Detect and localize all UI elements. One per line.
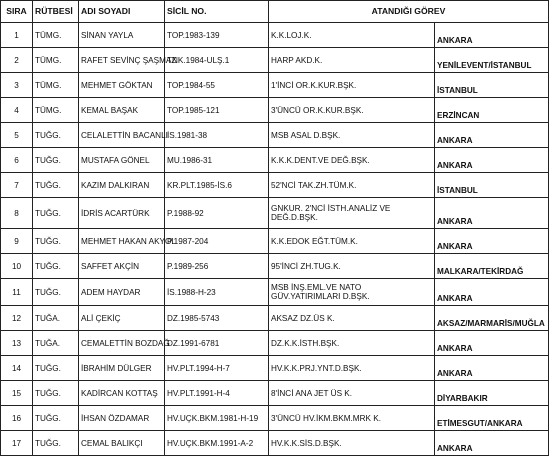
cell-ad: İBRAHİM DÜLGER	[79, 356, 165, 381]
table-row	[1, 123, 549, 148]
cell-sicil: MU.1986-31	[165, 148, 269, 173]
header-ad: ADI SOYADI	[79, 1, 165, 23]
cell-rutbe: TUĞG.	[33, 279, 79, 306]
cell-gorev-unvan: HV.K.K.PRJ.YNT.D.BŞK.	[269, 356, 435, 381]
cell-sicil: P.1988-92	[165, 198, 269, 229]
cell-sicil: HV.UÇK.BKM.1991-A-2	[165, 431, 269, 456]
header-gorev: ATANDIĞI GÖREV	[269, 1, 549, 23]
cell-gorev-unvan: 52'NCİ TAK.ZH.TÜM.K.	[269, 173, 435, 198]
table-row	[1, 381, 549, 406]
cell-sicil: TNK.1984-ULŞ.1	[165, 48, 269, 73]
table-row	[1, 356, 549, 381]
cell-gorev-yer: ETİMESGUT/ANKARA	[435, 406, 549, 431]
table-row	[1, 331, 549, 356]
cell-ad: İDRİS ACARTÜRK	[79, 198, 165, 229]
cell-sicil: KR.PLT.1985-İS.6	[165, 173, 269, 198]
cell-sicil: TOP.1983-139	[165, 23, 269, 48]
cell-gorev-yer: ANKARA	[435, 279, 549, 306]
cell-gorev-yer: ANKARA	[435, 148, 549, 173]
cell-sira: 12	[1, 306, 33, 331]
cell-sicil: HV.PLT.1994-H-7	[165, 356, 269, 381]
cell-ad: CEMALETTİN BOZDAĞ	[79, 331, 165, 356]
cell-gorev-yer: AKSAZ/MARMARİS/MUĞLA	[435, 306, 549, 331]
cell-gorev-yer: ANKARA	[435, 123, 549, 148]
cell-sira: 13	[1, 331, 33, 356]
cell-gorev-yer: ANKARA	[435, 229, 549, 254]
cell-gorev-unvan: MSB İNŞ.EML.VE NATO GÜV.YATIRIMLARI D.BŞK.	[269, 279, 435, 306]
cell-rutbe: TUĞG.	[33, 406, 79, 431]
cell-gorev-unvan: HV.K.K.SİS.D.BŞK.	[269, 431, 435, 456]
cell-sira: 7	[1, 173, 33, 198]
cell-rutbe: TUĞG.	[33, 148, 79, 173]
cell-sira: 2	[1, 48, 33, 73]
cell-ad: MEHMET GÖKTAN	[79, 73, 165, 98]
cell-sicil: HV.PLT.1991-H-4	[165, 381, 269, 406]
cell-rutbe: TÜMG.	[33, 23, 79, 48]
table-row	[1, 148, 549, 173]
table-row	[1, 254, 549, 279]
cell-gorev-unvan: HARP AKD.K.	[269, 48, 435, 73]
cell-gorev-unvan: 1'İNCİ OR.K.KUR.BŞK.	[269, 73, 435, 98]
header-rutbe: RÜTBESİ	[33, 1, 79, 23]
table-row	[1, 23, 549, 48]
cell-sira: 1	[1, 23, 33, 48]
cell-ad: İHSAN ÖZDAMAR	[79, 406, 165, 431]
table-row	[1, 48, 549, 73]
cell-sicil: İS.1981-38	[165, 123, 269, 148]
cell-gorev-unvan: K.K.LOJ.K.	[269, 23, 435, 48]
cell-gorev-yer: YENİLEVENT/İSTANBUL	[435, 48, 549, 73]
cell-rutbe: TUĞG.	[33, 431, 79, 456]
cell-ad: KAZIM DALKIRAN	[79, 173, 165, 198]
table-row	[1, 229, 549, 254]
cell-ad: KEMAL BAŞAK	[79, 98, 165, 123]
cell-gorev-unvan: AKSAZ DZ.ÜS K.	[269, 306, 435, 331]
cell-gorev-unvan: 3'ÜNCÜ HV.İKM.BKM.MRK K.	[269, 406, 435, 431]
cell-gorev-unvan: K.K.K.DENT.VE DEĞ.BŞK.	[269, 148, 435, 173]
cell-rutbe: TUĞG.	[33, 254, 79, 279]
cell-sira: 3	[1, 73, 33, 98]
cell-rutbe: TUĞG.	[33, 229, 79, 254]
cell-gorev-unvan: 8'İNCİ ANA JET ÜS K.	[269, 381, 435, 406]
cell-sicil: HV.UÇK.BKM.1981-H-19	[165, 406, 269, 431]
cell-rutbe: TUĞA.	[33, 331, 79, 356]
cell-sicil: İS.1988-H-23	[165, 279, 269, 306]
table-row	[1, 198, 549, 229]
cell-rutbe: TUĞG.	[33, 173, 79, 198]
cell-gorev-yer: MALKARA/TEKİRDAĞ	[435, 254, 549, 279]
cell-sicil: TOP.1985-121	[165, 98, 269, 123]
table-row	[1, 431, 549, 456]
cell-rutbe: TUĞA.	[33, 306, 79, 331]
cell-rutbe: TÜMG.	[33, 73, 79, 98]
cell-ad: SAFFET AKÇİN	[79, 254, 165, 279]
cell-sira: 6	[1, 148, 33, 173]
cell-ad: SİNAN YAYLA	[79, 23, 165, 48]
cell-gorev-yer: ANKARA	[435, 331, 549, 356]
cell-gorev-unvan: 95'İNCİ ZH.TUG.K.	[269, 254, 435, 279]
cell-gorev-yer: ANKARA	[435, 23, 549, 48]
cell-ad: RAFET SEVİNÇ ŞAŞMAZ	[79, 48, 165, 73]
cell-sira: 14	[1, 356, 33, 381]
cell-rutbe: TUĞG.	[33, 356, 79, 381]
cell-sira: 15	[1, 381, 33, 406]
cell-sira: 10	[1, 254, 33, 279]
cell-sira: 16	[1, 406, 33, 431]
cell-gorev-yer: DİYARBAKIR	[435, 381, 549, 406]
cell-gorev-unvan: K.K.EDOK EĞT.TÜM.K.	[269, 229, 435, 254]
cell-sira: 5	[1, 123, 33, 148]
cell-gorev-unvan: DZ.K.K.İSTH.BŞK.	[269, 331, 435, 356]
header-row	[1, 1, 549, 23]
cell-sira: 9	[1, 229, 33, 254]
cell-gorev-unvan: GNKUR. 2'NCİ İSTH.ANALİZ VE DEĞ.D.BŞK.	[269, 198, 435, 229]
cell-ad: ALİ ÇEKİÇ	[79, 306, 165, 331]
cell-gorev-unvan: 3'ÜNCÜ OR.K.KUR.BŞK.	[269, 98, 435, 123]
table-row	[1, 73, 549, 98]
cell-rutbe: TUĞG.	[33, 123, 79, 148]
header-sira: SIRA	[1, 1, 33, 23]
table-row	[1, 406, 549, 431]
cell-sicil: P.1987-204	[165, 229, 269, 254]
cell-rutbe: TÜMG.	[33, 48, 79, 73]
cell-gorev-yer: ANKARA	[435, 431, 549, 456]
cell-ad: CEMAL BALIKÇI	[79, 431, 165, 456]
cell-ad: ADEM HAYDAR	[79, 279, 165, 306]
cell-sira: 8	[1, 198, 33, 229]
cell-ad: KADİRCAN KOTTAŞ	[79, 381, 165, 406]
cell-ad: MEHMET HAKAN AKYOL	[79, 229, 165, 254]
cell-rutbe: TUĞG.	[33, 198, 79, 229]
cell-ad: MUSTAFA GÖNEL	[79, 148, 165, 173]
header-sicil: SİCİL NO.	[165, 1, 269, 23]
table-row	[1, 279, 549, 306]
cell-sira: 11	[1, 279, 33, 306]
cell-gorev-yer: ANKARA	[435, 198, 549, 229]
table-row	[1, 98, 549, 123]
cell-sicil: DZ.1985-5743	[165, 306, 269, 331]
table-row	[1, 306, 549, 331]
cell-gorev-unvan: MSB ASAL D.BŞK.	[269, 123, 435, 148]
cell-sicil: TOP.1984-55	[165, 73, 269, 98]
cell-gorev-yer: ANKARA	[435, 356, 549, 381]
cell-sicil: P.1989-256	[165, 254, 269, 279]
cell-gorev-yer: İSTANBUL	[435, 73, 549, 98]
table-row	[1, 173, 549, 198]
cell-gorev-yer: ERZİNCAN	[435, 98, 549, 123]
cell-rutbe: TÜMG.	[33, 98, 79, 123]
cell-sira: 17	[1, 431, 33, 456]
cell-rutbe: TUĞG.	[33, 381, 79, 406]
cell-ad: CELALETTİN BACANLI	[79, 123, 165, 148]
cell-sira: 4	[1, 98, 33, 123]
cell-gorev-yer: İSTANBUL	[435, 173, 549, 198]
cell-sicil: DZ.1991-6781	[165, 331, 269, 356]
